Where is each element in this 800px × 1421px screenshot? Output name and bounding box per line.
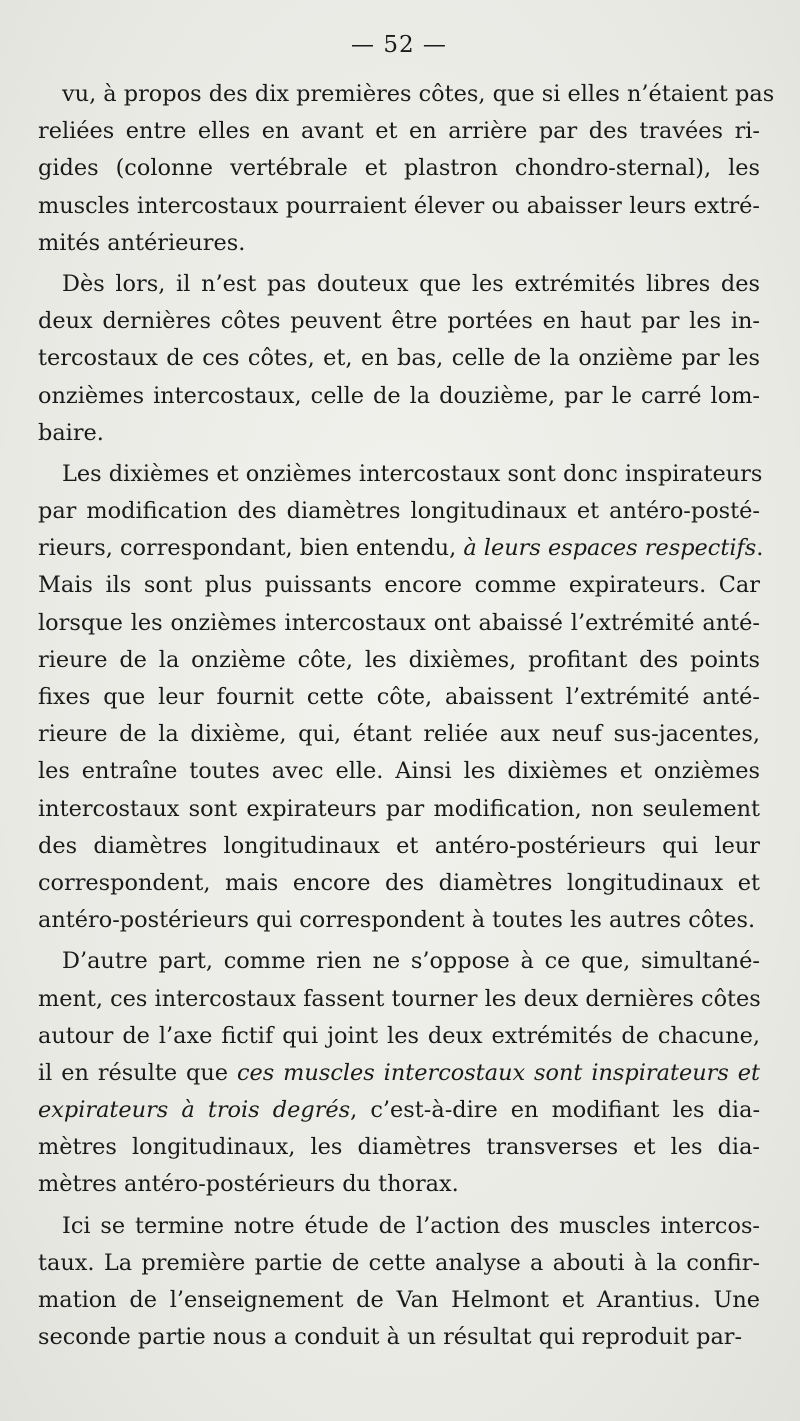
text-segment: mités antérieures.	[38, 229, 246, 256]
text-line	[38, 1018, 760, 1055]
text-line	[38, 1092, 760, 1129]
text-segment: il en résulte que	[38, 1059, 237, 1086]
text-line	[38, 493, 760, 530]
text-line	[38, 902, 760, 939]
text-segment: par modification des diamètres longitudinaux et antéro-posté-	[38, 498, 760, 525]
page-number: — 52 —	[351, 32, 447, 58]
text-segment: rieure de la dixième, qui, étant reliée aux neuf sus-jacentes,	[38, 721, 760, 748]
text-line	[38, 981, 760, 1018]
text-segment: , c’est-à-dire en modifiant les dia-	[350, 1097, 761, 1124]
text-line	[38, 225, 760, 262]
body-text	[38, 76, 775, 1356]
text-line	[38, 266, 760, 303]
text-line	[38, 188, 760, 225]
text-segment: les entraîne toutes avec elle. Ainsi les dixièmes et onzièmes	[38, 758, 760, 785]
text-line	[38, 378, 760, 415]
text-segment: correspondent, mais encore des diamètres longitudinaux et	[38, 869, 760, 896]
text-line	[38, 567, 760, 604]
text-segment: intercostaux sont expirateurs par modification, non seulement	[38, 795, 760, 822]
text-segment: .	[756, 535, 764, 562]
text-line	[38, 753, 760, 790]
text-line	[38, 1282, 760, 1319]
text-segment: mation de l’enseignement de Van Helmont et Arantius. Une	[38, 1287, 760, 1313]
italic-text: expirateurs à trois degrés	[38, 1097, 351, 1124]
text-segment: des diamètres longitudinaux et antéro-postérieurs qui leur	[38, 832, 760, 859]
text-line	[38, 1055, 760, 1092]
text-line	[38, 456, 763, 493]
paragraph	[38, 943, 760, 1203]
text-line	[38, 1319, 760, 1356]
text-segment: taux. La première partie de cette analyse a abouti à la confir-	[38, 1249, 760, 1276]
text-line	[38, 605, 760, 642]
text-segment: deux dernières côtes peuvent être portées en haut par les in-	[38, 308, 760, 335]
text-segment: vu, à propos des dix premières côtes, que si elles n’étaient pas	[62, 81, 775, 107]
text-segment: Ici se termine notre étude de l’action des muscles intercos-	[62, 1212, 760, 1239]
italic-text: ces muscles intercostaux sont inspirateurs et	[236, 1059, 760, 1086]
italic-text: à leurs espaces respectifs	[463, 535, 757, 562]
text-line	[38, 642, 760, 679]
text-line	[38, 1245, 760, 1282]
text-line	[38, 791, 760, 828]
text-line	[38, 1129, 760, 1166]
text-line	[38, 113, 760, 150]
text-line	[38, 1166, 760, 1203]
text-line	[38, 340, 760, 377]
text-segment: onzièmes intercostaux, celle de la douzième, par le carré lom-	[38, 382, 760, 409]
paragraph	[38, 76, 775, 262]
text-line	[38, 150, 760, 187]
text-line	[38, 1208, 760, 1245]
text-segment: rieurs, correspondant, bien entendu,	[38, 535, 464, 562]
text-line	[38, 679, 760, 716]
text-segment: muscles intercostaux pourraient élever ou abaisser leurs extré-	[38, 192, 760, 219]
text-segment: tercostaux de ces côtes, et, en bas, celle de la onzième par les	[38, 345, 760, 372]
paragraph	[38, 456, 764, 939]
text-segment: gides (colonne vertébrale et plastron chondro-sternal), les	[38, 155, 760, 182]
text-line	[38, 415, 760, 452]
text-segment: fixes que leur fournit cette côte, abaissent l’extrémité anté-	[38, 684, 760, 710]
paragraph	[38, 1208, 760, 1357]
text-segment: Dès lors, il n’est pas douteux que les extrémités libres des	[62, 270, 760, 297]
text-segment: rieure de la onzième côte, les dixièmes, profitant des points	[38, 646, 760, 673]
text-segment: reliées entre elles en avant et en arrière par des travées ri-	[38, 118, 760, 145]
text-segment: Mais ils sont plus puissants encore comme expirateurs. Car	[38, 572, 760, 599]
text-segment: mètres antéro-postérieurs du thorax.	[38, 1171, 459, 1198]
text-segment: mètres longitudinaux, les diamètres transverses et les dia-	[38, 1134, 760, 1161]
paragraph	[38, 266, 760, 452]
text-segment: ment, ces intercostaux fassent tourner les deux dernières côtes	[38, 985, 761, 1012]
text-line	[38, 828, 760, 865]
text-line	[38, 716, 760, 753]
text-line	[38, 943, 760, 980]
text-line	[38, 76, 775, 113]
text-segment: antéro-postérieurs qui correspondent à toutes les autres côtes.	[38, 907, 756, 934]
text-segment: seconde partie nous a conduit à un résultat qui reproduit par-	[38, 1324, 743, 1351]
text-segment: D’autre part, comme rien ne s’oppose à ce que, simultané-	[62, 948, 760, 975]
text-line	[38, 530, 764, 567]
text-segment: lorsque les onzièmes intercostaux ont abaissé l’extrémité anté-	[38, 609, 760, 636]
text-segment: autour de l’axe fictif qui joint les deux extrémités de chacune,	[38, 1022, 760, 1049]
text-segment: baire.	[38, 419, 104, 446]
text-line	[38, 303, 760, 340]
text-segment: Les dixièmes et onzièmes intercostaux sont donc inspirateurs	[62, 460, 763, 487]
text-line	[38, 865, 760, 902]
